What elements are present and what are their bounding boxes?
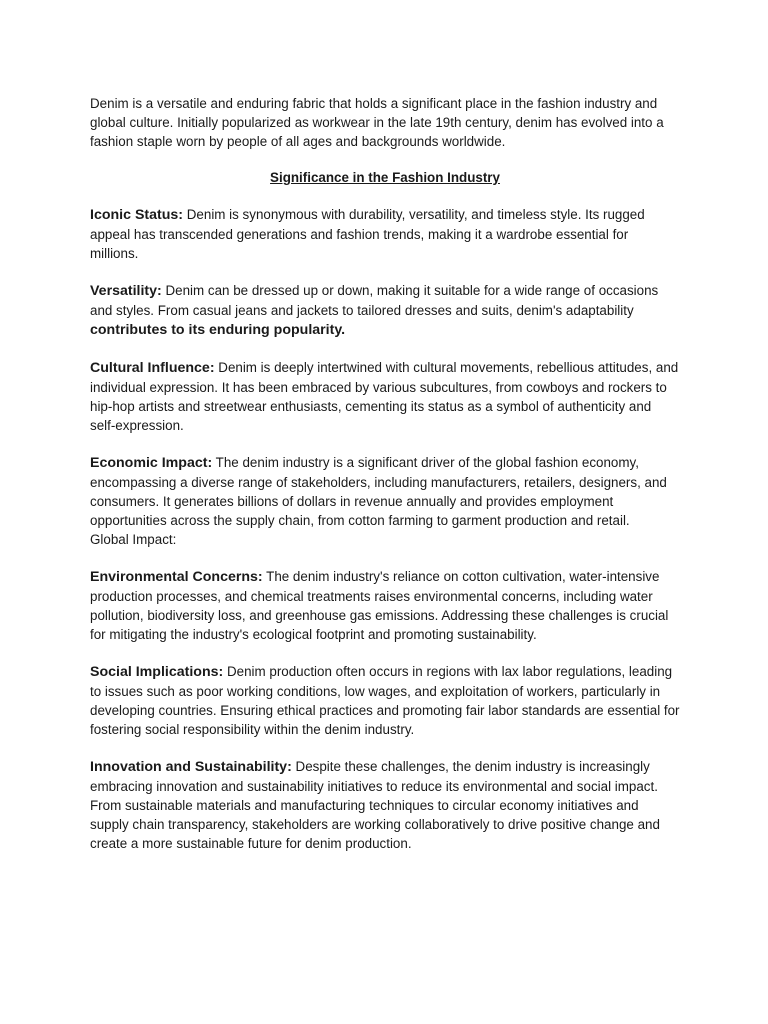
section-iconic-status [90, 205, 680, 263]
section-heading: Significance in the Fashion Industry [270, 170, 500, 185]
term-label: Innovation and Sustainability: [90, 759, 292, 775]
trailing-label: Global Impact: [90, 532, 177, 547]
section-environmental-concerns [90, 567, 680, 644]
section-text: Denim production often occurs in regions with lax labor regulations, leading to issues such as poor working conditions, low wages, and exploitation of workers, particularly in developing countries. Ensuring ethical practices and promoting fair labor standards are essential for fostering social responsibility within the denim industry. [90, 664, 680, 737]
term-label: Versatility: [90, 283, 162, 299]
section-text: Denim is synonymous with durability, versatility, and timeless style. Its rugged appeal has transcended generations and fashion trends, making it a wardrobe essential for millions. [90, 207, 645, 261]
section-innovation-sustainability [90, 757, 680, 853]
term-label: Cultural Influence: [90, 360, 215, 376]
section-economic-impact [90, 453, 680, 549]
term-label: Iconic Status: [90, 207, 184, 223]
intro-paragraph: Denim is a versatile and enduring fabric that holds a significant place in the fashion industry and global culture. Initially popularized as workwear in the late 19th century, denim has evolved into a fashion staple worn by people of all ages and backgrounds worldwide. [90, 96, 664, 149]
term-label: Environmental Concerns: [90, 569, 263, 585]
bold-tail-text: contributes to its enduring popularity. [90, 322, 346, 338]
term-label: Economic Impact: [90, 455, 213, 471]
section-text: The denim industry's reliance on cotton cultivation, water-intensive production processes, and chemical treatments raises environmental concerns, including water pollution, biodiversity loss, and greenhouse gas emissions. Addressing these challenges is crucial for mitigating the industry's ecological footprint and promoting sustainability. [90, 569, 669, 642]
section-text: Denim is deeply intertwined with cultural movements, rebellious attitudes, and individual expression. It has been embraced by various subcultures, from cowboys and rockers to hip-hop artists and streetwear enthusiasts, cementing its status as a symbol of authenticity and self-expression. [90, 360, 679, 433]
section-text: The denim industry is a significant driver of the global fashion economy, encompassing a diverse range of stakeholders, including manufacturers, retailers, designers, and consumers. It generates billions of dollars in revenue annually and provides employment opportunities across the supply chain, from cotton farming to garment production and retail. [90, 455, 667, 528]
section-text: Denim can be dressed up or down, making it suitable for a wide range of occasions and styles. From casual jeans and jackets to tailored dresses and suits, denim's adaptability [90, 283, 659, 318]
section-social-implications [90, 662, 680, 739]
section-versatility [90, 281, 680, 340]
term-label: Social Implications: [90, 664, 224, 680]
section-cultural-influence [90, 358, 680, 435]
document-page [90, 94, 680, 871]
section-text: Despite these challenges, the denim industry is increasingly embracing innovation and sustainability initiatives to reduce its environmental and social impact. From sustainable materials and manufacturing techniques to circular economy initiatives and supply chain transparency, stakeholders are working collaboratively to drive positive change and create a more sustainable future for denim production. [90, 759, 660, 851]
